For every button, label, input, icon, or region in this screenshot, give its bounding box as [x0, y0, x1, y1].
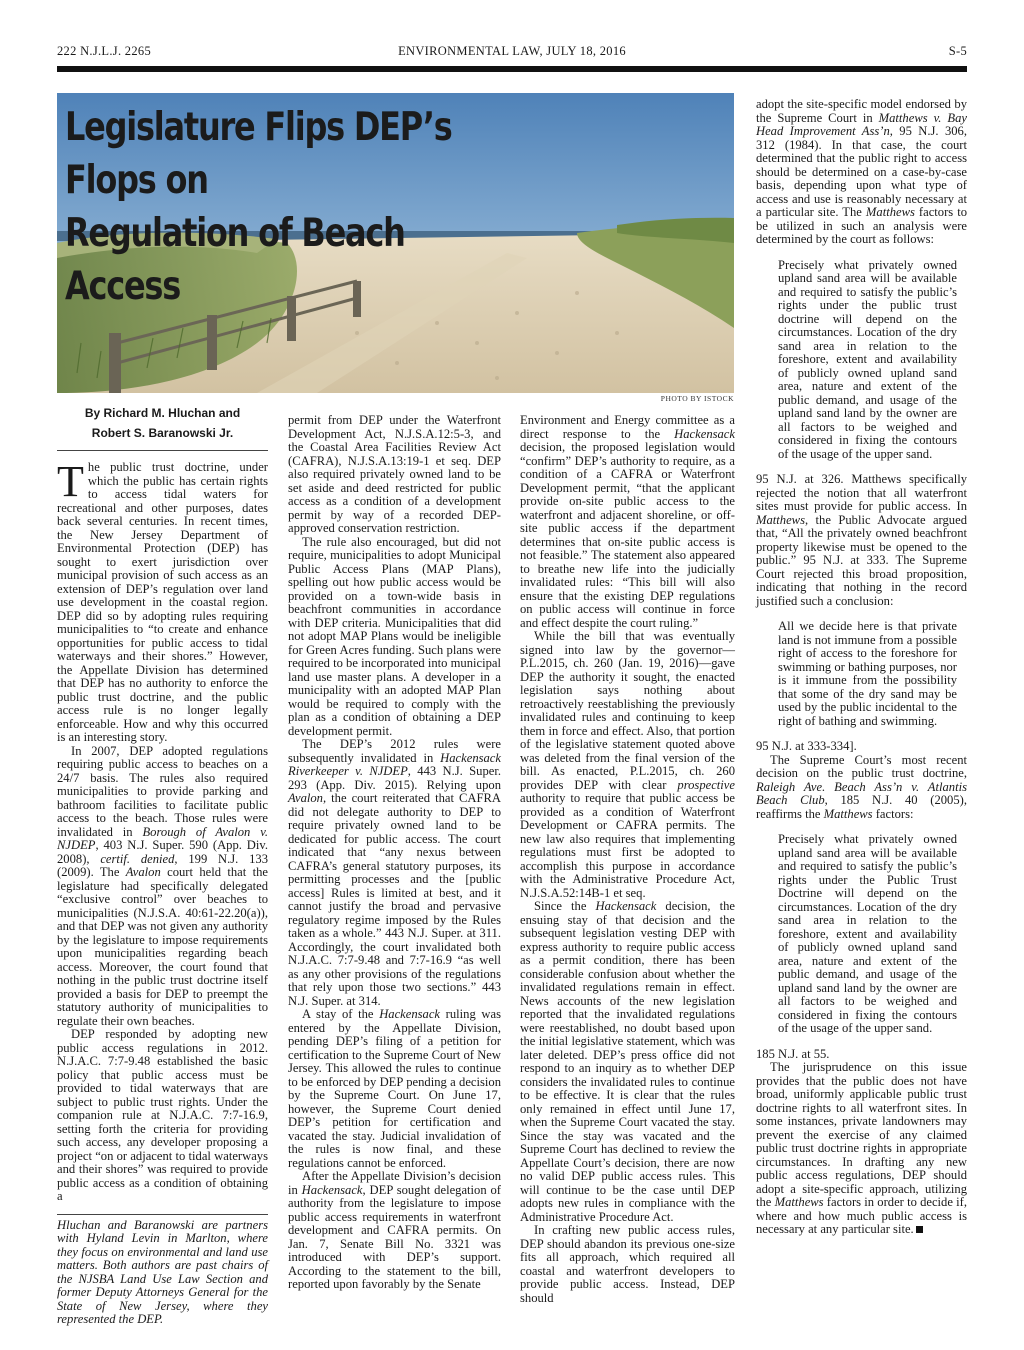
paragraph: The rule also encouraged, but did not require, municipalities to adopt Municipal Public Access Plans (MAP Plans), spelling out how public access would be provided on a town-wide basis in beachfront communities in accordance with DEP criteria. Municipalities that did not adopt MAP Plans would be ineligible for Green Acres funding. Such plans were required to be incorporated into municipal land use master plans. A developer in a municipality with an adopted MAP Plan would be required to comply with the plan as a condition of obtaining a DEP development permit. [288, 534, 501, 738]
column-1 [57, 403, 268, 1327]
paragraph: permit from DEP under the Waterfront Development Act, N.J.S.A.12:5-3, and the Coastal Area Facilities Review Act (CAFRA), N.J.S.A.13:19-1 et seq. DEP also required privately owned land to be set aside and deed restricted for public access as a condition of a development permit by way of a recorded DEP-approved conservation restriction. [288, 413, 501, 535]
photo-credit: PHOTO BY ISTOCK [660, 394, 734, 403]
paragraph: 185 N.J. at 55. [756, 1046, 830, 1061]
header-rule [57, 66, 967, 72]
byline-line-2: Robert S. Baranowski Jr. [91, 426, 234, 440]
block-quote: All we decide here is that private land is not immune from a possible right of access to the foreshore for swimming or bathing purposes, nor is it immune from the possibility that some of the dry sand may be used by the public incidental to the right of bathing and swimming. [778, 619, 957, 728]
paragraph: Environment and Energy committee as a direct response to the Hackensack decision, the proposed legislation would “confirm” DEP’s authority to require, as a condition of a CAFRA or Waterfront Development permit, “that the applicant provide on-site public access to the waterfront and adjacent shoreline, or off-site public access if the department determines that on-site public access is not feasible.” The statement also appeared to breathe new life into the judicially invalidated rules: “This bill will also ensure that the existing DEP regulations on public access will continue in force and effect despite the court ruling.” [520, 413, 735, 630]
paragraph: The public trust doctrine, under which the public has certain rights to access tidal waters for recreational and other purposes, dates back several centuries. In recent times, the New Jersey Department of Environmental Protection (DEP) has sought to exert jurisdiction over municipal provision of such access as an extension of DEP’s regulation over land use development in the coastal region. DEP did so by adopting rules requiring municipalities to “to create and enhance opportunities for public access to tidal waterways and their shores.” However, the Appellate Division has determined that DEP has no authority to enforce the public trust doctrine, and the public access rule is no longer legally enforceable. How and why this occurred is an interesting story. [57, 457, 268, 744]
drop-cap: T [57, 457, 84, 506]
paragraph: The Supreme Court’s most recent decision on the public trust doctrine, Raleigh Ave. Beach Ass’n v. Atlantis Beach Club, 185 N.J. 40 (2005), reaffirms the Matthews factors: [756, 752, 967, 821]
author-bio: Hluchan and Baranowski are partners with Hyland Levin in Marlton, where they focus on environmental and land use matters. Both authors are past chairs of the NJSBA Land Use Law Section and former Deputy Attorneys General for the State of New Jersey, where they represented the DEP. [57, 1217, 268, 1326]
byline [57, 403, 268, 443]
paragraph: A stay of the Hackensack ruling was entered by the Appellate Division, pending DEP’s filing of a petition for certification to the Supreme Court of New Jersey. This allowed the rules to continue to be enforced by DEP pending a decision by the Supreme Court. On June 17, however, the Supreme Court denied DEP’s petition for certification and vacated the stay. Judicial invalidation of the rules is now final, and these regulations cannot be enforced. [288, 1007, 502, 1170]
citation: 222 N.J.L.J. 2265 [57, 44, 151, 58]
paragraph: adopt the site-specific model endorsed by the Supreme Court in Matthews v. Bay Head Improvement Ass’n, 95 N.J. 306, 312 (1984). In that case, the court determined that the public right to access should be determined on a case-by-case basis, depending upon what type of access and use is reasonably necessary at a particular site. The Matthews factors to be utilized in such an analysis were determined by the court as follows: [756, 97, 968, 246]
headline [65, 101, 524, 313]
paragraph: In 2007, DEP adopted regulations requiring public access to beaches on a 24/7 basis. The rules also required municipalities to provide parking and bathroom facilities to facilitate public access to the beach. Those rules were invalidated in Borough of Avalon v. NJDEP, 403 N.J. Super. 590 (App. Div. 2008), certif. denied, 199 N.J. 133 (2009). The Avalon court held that the legislature had specifically delegated “exclusive control” over beaches to municipalities (N.J.S.A. 40:61-22.20(a)), and that DEP was not given any authority by the legislature to impose requirements upon municipalities regarding beach access. Moreover, the court found that nothing in the public trust doctrine itself provided a basis for DEP to preempt the statutory authority of municipalities to regulate their own beaches. [57, 743, 269, 1028]
paragraph: After the Appellate Division’s decision in Hackensack, DEP sought delegation of authority from the legislature to impose public access requirements in waterfront development and CAFRA permits. On Jan. 7, Senate Bill No. 3321 was introduced with DEP’s support. According to the statement to the bill, reported upon favorably by the Senate [288, 1169, 501, 1291]
running-header [57, 44, 967, 62]
paragraph: Since the Hackensack decision, the ensuing stay of that decision and the subsequent legislation vesting DEP with express authority to require public access as a permit condition, there has been considerable confusion about whether the invalidated regulations remain in effect. News accounts of the new legislation reported that the invalidated regulations were reestablished, no doubt based upon the initial legislative statement, which was later deleted. DEP’s press office did not respond to an inquiry as to whether DEP considers the invalidated rules to continue to be effective. It is clear that the rules only remained in effect until June 17, when the Supreme Court vacated the stay. Since the stay was vacated and the Supreme Court has declined to review the Appellate Court’s decision, there are now no valid DEP public access rules. This will continue to be the case until DEP adopts new rules in compliance with the Administrative Procedure Act. [520, 899, 735, 1224]
headline-line-2: Regulation of Beach Access [65, 211, 405, 309]
paragraph: 95 N.J. at 326. Matthews specifically rejected the notion that all waterfront sites must provide for public access. In Matthews, the Public Advocate argued that, “All the privately owned beachfront property likewise must be opened to the public.” 95 N.J. at 333. The Supreme Court rejected this broad proposition, indicating that nothing in the record justified such a conclusion: [756, 472, 967, 608]
paragraph: In crafting new public access rules, DEP should abandon its previous one-size fits all approach, which required all coastal and waterfront developers to provide public access. Instead, DEP should [520, 1223, 735, 1305]
column-2 [288, 414, 501, 1292]
paragraph: 95 N.J. at 333-334]. [756, 739, 857, 753]
beach-photo [57, 93, 734, 393]
paragraph: The jurisprudence on this issue provides that the public does not have broad, uniformly applicable public trust doctrine rights to all waterfront sites. In some instances, private landowners may prevent the exercise of any claimed public trust doctrine rights in appropriate circumstances. In drafting any new public access regulations, DEP should adopt a site-specific approach, utilizing the Matthews factors in order to decide if, where and how much public access is necessary at any particular site. [756, 1060, 967, 1236]
column-3 [520, 414, 735, 1305]
byline-line-1: By Richard M. Hluchan and [84, 406, 241, 420]
page-number: S-5 [948, 44, 967, 58]
block-quote: Precisely what privately owned upland sand area will be available and required to satisfy the public’s rights under the public trust doctrine will depend on the circumstances. Location of the dry sand area in relation to the foreshore, extent and availability of publicly owned upland sand area, nature and extent of the public demand, and usage of the upland sand land by the owner are all factors to be weighed and considered in fixing the contours of the usage of the upper sand. [778, 257, 957, 461]
paragraph: While the bill that was eventually signed into law by the governor—P.L.2015, ch. 260 (Jan. 19, 2016)—gave DEP the authority it sought, the enacted legislation says nothing about retroactively reestablishing the previously invalidated rules and continuing to keep them in force and effect. Also, that portion of the legislative statement quoted above was deleted from the final version of the bill. As enacted, P.L.2015, ch. 260 provides DEP with clear prospective authority to require that public access be provided as a condition of Waterfront Development or CAFRA permits. The new law also requires that implementing regulations must first be adopted to accomplish this purpose in accordance with the Administrative Procedure Act, N.J.S.A.52:14B-1 et seq. [520, 629, 735, 900]
paragraph: The DEP’s 2012 rules were subsequently invalidated in Hackensack Riverkeeper v. NJDEP, 443 N.J. Super. 293 (App. Div. 2015). Relying upon Avalon, the court reiterated that CAFRA did not delegate authority to DEP to require privately owned land to be dedicated for public access. The court indicated that “any nexus between CAFRA’s general statutory purposes, its permitting processes and the [public access] Rules is limited at best, and it cannot justify the broad and pervasive regulatory regime imposed by the Rules taken as a whole.” 443 N.J. Super. at 311. Accordingly, the court invalidated both N.J.A.C. 7:7-9.48 and 7:7-16.9 “as well as any other provisions of the regulations that rely upon those two sections.” 443 N.J. Super. at 314. [288, 737, 501, 1008]
bio-rule [57, 1214, 268, 1215]
paragraph: DEP responded by adopting new public access regulations in 2012. N.J.A.C. 7:7-9.48 established the basic policy that public access must be provided to tidal waterways that are subject to public trust rights. Under the companion rule at N.J.A.C. 7:7-16.9, setting forth the criteria for providing such access, any developer proposing a project “on or adjacent to tidal waterways and their shores” was required to provide public access as a condition of obtaining a [57, 1027, 268, 1203]
byline-rule [57, 450, 268, 451]
end-mark-icon [916, 1226, 923, 1233]
block-quote: Precisely what privately owned upland sand area will be available and required to satisfy the public’s rights under the Public Trust Doctrine will depend on the circumstances. Location of the dry sand area in relation to the foreshore, extent and availability of publicly owned upland sand area, nature and extent of the public demand, and usage of the upland sand land by the owner are all factors to be weighed and considered in fixing the contours of the usage of the upper sand. [778, 832, 957, 1035]
column-4 [756, 98, 967, 1237]
headline-line-1: Legislature Flips DEP’s Flops on [65, 105, 452, 203]
section-date: ENVIRONMENTAL LAW, JULY 18, 2016 [398, 44, 626, 58]
